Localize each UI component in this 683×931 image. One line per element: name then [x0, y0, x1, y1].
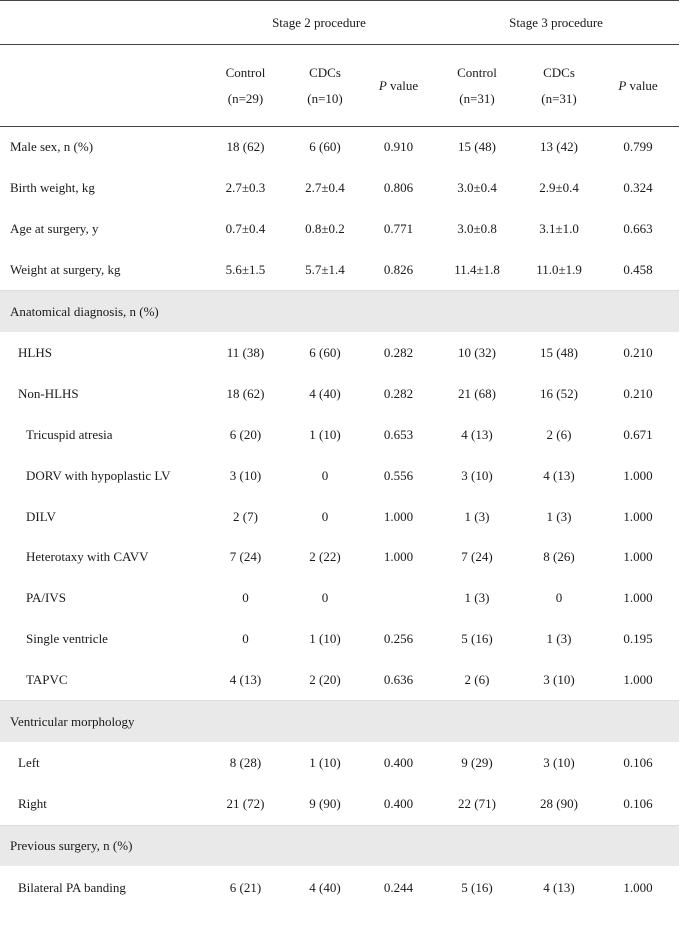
table-cell: 5 (16) — [461, 630, 493, 646]
column-header-row — [0, 45, 679, 127]
table-cell: 3 (10) — [543, 755, 575, 771]
table-cell: 1 (3) — [546, 630, 572, 646]
table-cell: 1.000 — [383, 549, 414, 565]
table-cell: 11 (38) — [226, 345, 265, 361]
col-header-line: (n=31) — [541, 90, 577, 106]
col-header-line: CDCs — [543, 64, 575, 80]
table-cell: 4 (13) — [543, 467, 575, 483]
section-row — [0, 701, 679, 743]
corner-cell — [0, 45, 205, 127]
table-cell: 0 — [321, 467, 329, 483]
row-label: PA/IVS — [26, 590, 66, 606]
row-label: HLHS — [18, 345, 52, 361]
table-cell: 1.000 — [623, 590, 653, 606]
table-row — [0, 742, 679, 783]
table-cell: 0.671 — [623, 426, 653, 442]
table-cell: 22 (71) — [458, 796, 496, 812]
table-cell: 0.106 — [623, 796, 653, 812]
table-cell: 2 (22) — [309, 549, 341, 565]
table-cell: 0.663 — [623, 220, 653, 236]
table-cell: 1.000 — [623, 549, 653, 565]
table-cell: 2 (7) — [233, 508, 258, 524]
table-row — [0, 496, 679, 537]
table-row — [0, 659, 679, 700]
table-cell: 5.6±1.5 — [225, 261, 266, 277]
table-cell: 0.799 — [623, 139, 653, 155]
table-cell: 1.000 — [623, 879, 653, 895]
table-cell: 0.826 — [383, 261, 414, 277]
table-cell: 21 (72) — [226, 796, 265, 812]
table-row — [0, 455, 679, 496]
table-cell: 0.8±0.2 — [305, 220, 345, 236]
table-cell: 13 (42) — [540, 139, 578, 155]
table-cell: 21 (68) — [458, 386, 496, 402]
table-cell: 2.7±0.4 — [305, 180, 345, 196]
section-label: Ventricular morphology — [0, 701, 679, 743]
table-cell: 3 (10) — [461, 467, 493, 483]
row-label: Single ventricle — [26, 630, 108, 646]
table-row — [0, 867, 679, 908]
table-cell: 0.636 — [383, 671, 414, 687]
table-cell: 0.210 — [623, 345, 653, 361]
table-cell: 0 — [321, 508, 329, 524]
table-cell: 6 (60) — [309, 139, 341, 155]
table-cell: 5 (16) — [461, 879, 493, 895]
table-cell: 6 (20) — [229, 426, 262, 442]
table-cell: 1 (3) — [464, 590, 490, 606]
table-cell: 1.000 — [623, 671, 653, 687]
col-header-line: Control — [225, 64, 266, 80]
table-cell: 11.4±1.8 — [454, 261, 500, 277]
col-header-line: (n=31) — [459, 90, 495, 106]
row-label: DILV — [26, 508, 56, 524]
row-label: Heterotaxy with CAVV — [26, 549, 149, 565]
table-cell: 18 (62) — [226, 139, 265, 155]
section-label: Previous surgery, n (%) — [0, 825, 679, 867]
table-cell: 0.653 — [383, 426, 414, 442]
table-cell: 0.7±0.4 — [225, 220, 266, 236]
group-header-stage3: Stage 3 procedure — [509, 14, 603, 30]
p-rest: value — [626, 77, 658, 93]
table-cell: 9 (90) — [309, 796, 341, 812]
group-header-row — [0, 1, 679, 45]
table-cell: 7 (24) — [229, 549, 262, 565]
table-row — [0, 374, 679, 415]
table-cell: 8 (26) — [543, 549, 575, 565]
table-row — [0, 537, 679, 578]
corner-cell — [0, 1, 205, 45]
table-cell — [364, 578, 433, 619]
row-label: Bilateral PA banding — [18, 879, 126, 895]
table-cell: 4 (13) — [229, 671, 262, 687]
table-row — [0, 127, 679, 168]
table-cell: 5.7±1.4 — [305, 261, 345, 277]
table-cell: 0.458 — [623, 261, 653, 277]
table-cell: 0.400 — [383, 755, 414, 771]
table-cell: 4 (40) — [309, 386, 341, 402]
table-cell: 4 (13) — [543, 879, 575, 895]
table-cell: 3.0±0.4 — [457, 180, 497, 196]
table-cell: 0.771 — [383, 220, 414, 236]
table-cell: 15 (48) — [540, 345, 578, 361]
table-cell: 2.9±0.4 — [539, 180, 579, 196]
col-header-line: (n=10) — [307, 90, 343, 106]
table-cell: 0.282 — [383, 386, 414, 402]
p-rest: value — [386, 77, 419, 93]
table-cell: 9 (29) — [461, 755, 493, 771]
table-cell: 0.195 — [623, 630, 653, 646]
table-row — [0, 415, 679, 456]
table-cell: 0.210 — [623, 386, 653, 402]
row-label: Male sex, n (%) — [10, 139, 94, 155]
table-cell: 6 (60) — [309, 345, 341, 361]
col-header-stage2-control — [205, 45, 286, 127]
table-cell: 0.806 — [383, 180, 414, 196]
col-header-stage3-pvalue — [597, 45, 679, 127]
table-row — [0, 578, 679, 619]
row-label: DORV with hypoplastic LV — [26, 467, 171, 483]
table-row — [0, 619, 679, 660]
table-cell: 10 (32) — [458, 345, 496, 361]
table-cell: 2 (6) — [546, 426, 572, 442]
row-label: Tricuspid atresia — [26, 426, 113, 442]
row-label: Weight at surgery, kg — [10, 261, 121, 277]
table-cell: 1 (10) — [309, 630, 341, 646]
col-header-line: Control — [457, 64, 497, 80]
table-cell: 2.7±0.3 — [225, 180, 266, 196]
table-cell: 0.282 — [383, 345, 414, 361]
col-header-stage3-control — [433, 45, 521, 127]
col-header-stage2-pvalue — [364, 45, 433, 127]
table-cell: 0 — [242, 630, 249, 646]
table-cell: 1 (3) — [546, 508, 572, 524]
table-row — [0, 209, 679, 250]
col-header-stage3-cdcs — [521, 45, 597, 127]
col-header-line: (n=29) — [227, 90, 264, 106]
row-label: Non-HLHS — [18, 386, 79, 402]
table-cell: 4 (13) — [461, 426, 493, 442]
table-cell: 0.910 — [383, 139, 414, 155]
row-label: Birth weight, kg — [10, 180, 95, 196]
table-cell: 0.324 — [623, 180, 653, 196]
table-cell: 3 (10) — [543, 671, 575, 687]
p-italic: P — [618, 77, 627, 93]
p-italic: P — [378, 77, 387, 93]
table-cell: 4 (40) — [309, 879, 341, 895]
table-cell: 7 (24) — [461, 549, 493, 565]
table-cell: 1 (3) — [464, 508, 490, 524]
table-cell: 1.000 — [623, 508, 653, 524]
table-cell: 18 (62) — [226, 386, 265, 402]
section-row — [0, 825, 679, 867]
row-label: TAPVC — [26, 671, 68, 687]
table-row — [0, 784, 679, 825]
table-cell: 2 (6) — [464, 671, 490, 687]
table-cell: 0.106 — [623, 755, 653, 771]
table-cell: 11.0±1.9 — [536, 261, 582, 277]
table-cell: 0.256 — [383, 630, 414, 646]
table-cell: 3.0±0.8 — [457, 220, 497, 236]
row-label: Left — [18, 755, 40, 771]
table-row — [0, 332, 679, 373]
table-cell: 8 (28) — [229, 755, 262, 771]
table-cell: 1.000 — [383, 508, 414, 524]
table-cell: 2 (20) — [309, 671, 341, 687]
row-label: Age at surgery, y — [10, 220, 99, 236]
table-cell: 1.000 — [623, 467, 653, 483]
table-cell: 0.400 — [383, 796, 414, 812]
table-cell: 0 — [555, 590, 563, 606]
table-cell: 0 — [321, 590, 329, 606]
col-header-line: CDCs — [309, 64, 341, 80]
table-cell: 16 (52) — [540, 386, 578, 402]
table-cell: 3 (10) — [229, 467, 262, 483]
section-row — [0, 291, 679, 333]
row-label: Right — [18, 796, 47, 812]
group-header-stage2: Stage 2 procedure — [272, 14, 366, 30]
table-cell: 15 (48) — [458, 139, 496, 155]
section-label: Anatomical diagnosis, n (%) — [0, 291, 679, 333]
table-cell: 28 (90) — [540, 796, 578, 812]
table-cell: 6 (21) — [229, 879, 262, 895]
table-row — [0, 249, 679, 290]
table-cell: 0 — [242, 590, 249, 606]
table-cell: 3.1±1.0 — [539, 220, 579, 236]
col-header-stage2-cdcs — [286, 45, 364, 127]
table-cell: 0.556 — [383, 467, 414, 483]
table-cell: 1 (10) — [309, 426, 341, 442]
table-cell: 0.244 — [383, 879, 414, 895]
table-cell: 1 (10) — [309, 755, 341, 771]
table-row — [0, 168, 679, 209]
